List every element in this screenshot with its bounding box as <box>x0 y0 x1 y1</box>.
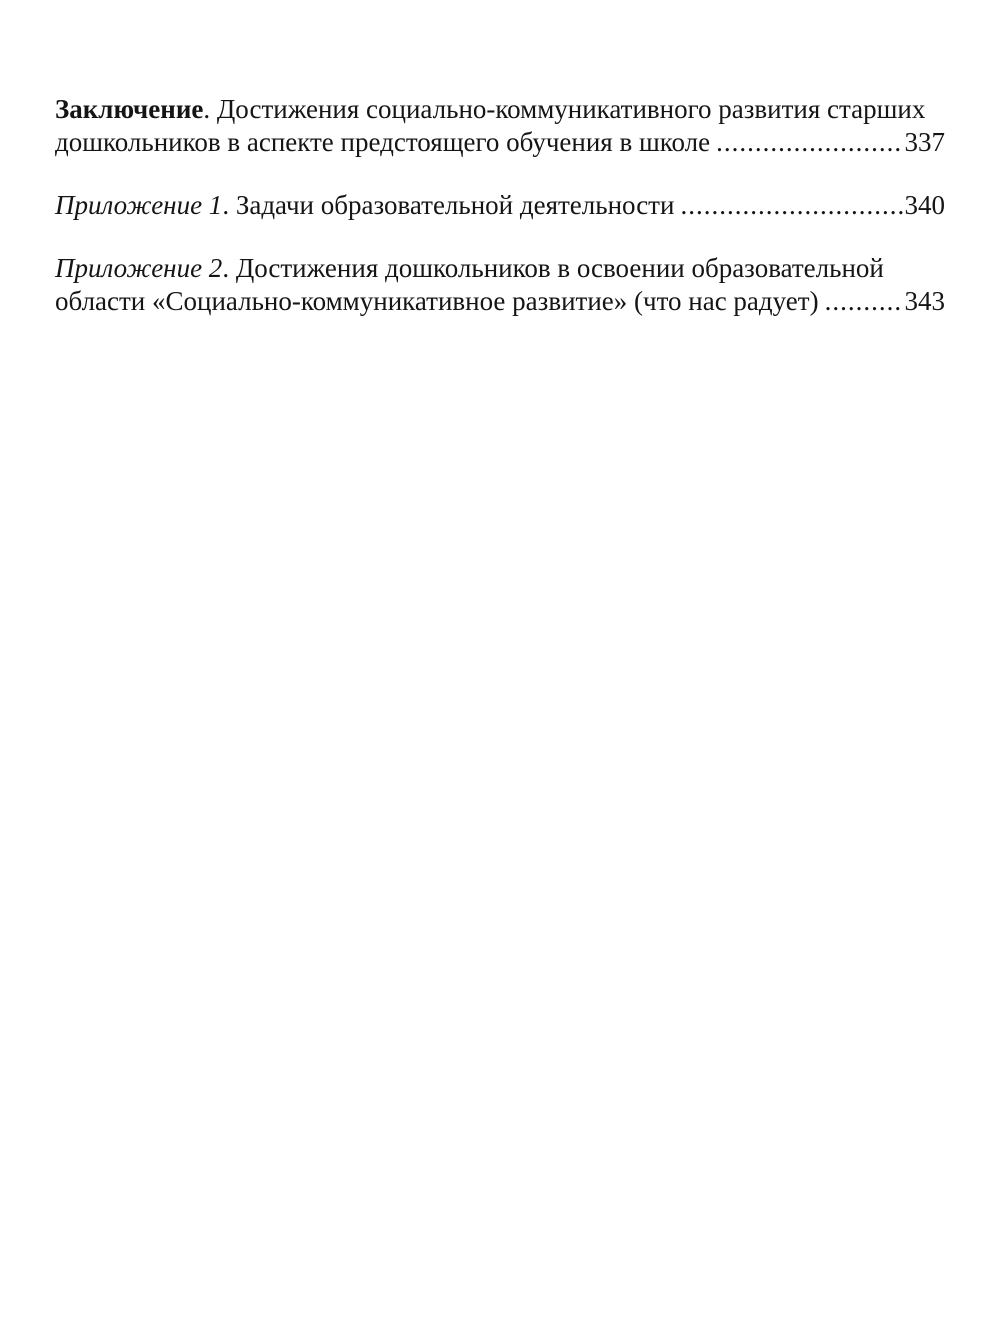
toc-entry-appendix-1[interactable] <box>55 189 945 222</box>
toc-entry-conclusion[interactable] <box>55 93 945 159</box>
toc-entry-lead: Приложение 2 <box>55 253 223 283</box>
toc-entry-title-continued: области «Социально-коммуникативное развитие» (что нас радует) <box>55 286 819 316</box>
toc-entry-first-line <box>55 252 945 285</box>
table-of-contents <box>55 93 945 348</box>
toc-entry-first-line <box>55 93 945 126</box>
toc-entry-title-continued: дошкольников в аспекте предстоящего обучения в школе <box>55 127 711 157</box>
toc-entry-last-line <box>55 285 945 318</box>
toc-dot-leader <box>825 285 903 318</box>
toc-entry-last-line <box>55 189 945 222</box>
toc-entry-lead: Заключение <box>55 94 204 124</box>
toc-dot-leader <box>680 189 902 222</box>
toc-page-number: 337 <box>904 127 945 157</box>
toc-dot-leader <box>716 126 902 159</box>
toc-page-number: 343 <box>904 286 945 316</box>
toc-entry-last-line <box>55 126 945 159</box>
toc-entry-title <box>55 189 674 222</box>
toc-entry-appendix-2[interactable] <box>55 252 945 318</box>
toc-entry-lead: Приложение 1 <box>55 190 223 220</box>
toc-entry-title: . Достижения дошкольников в освоении образовательной <box>222 253 884 283</box>
toc-page-number: 340 <box>904 190 945 220</box>
toc-entry-title: . Достижения социально-коммуникативного развития старших <box>203 94 926 124</box>
toc-entry-title-text: . Задачи образовательной деятельности <box>222 190 675 220</box>
